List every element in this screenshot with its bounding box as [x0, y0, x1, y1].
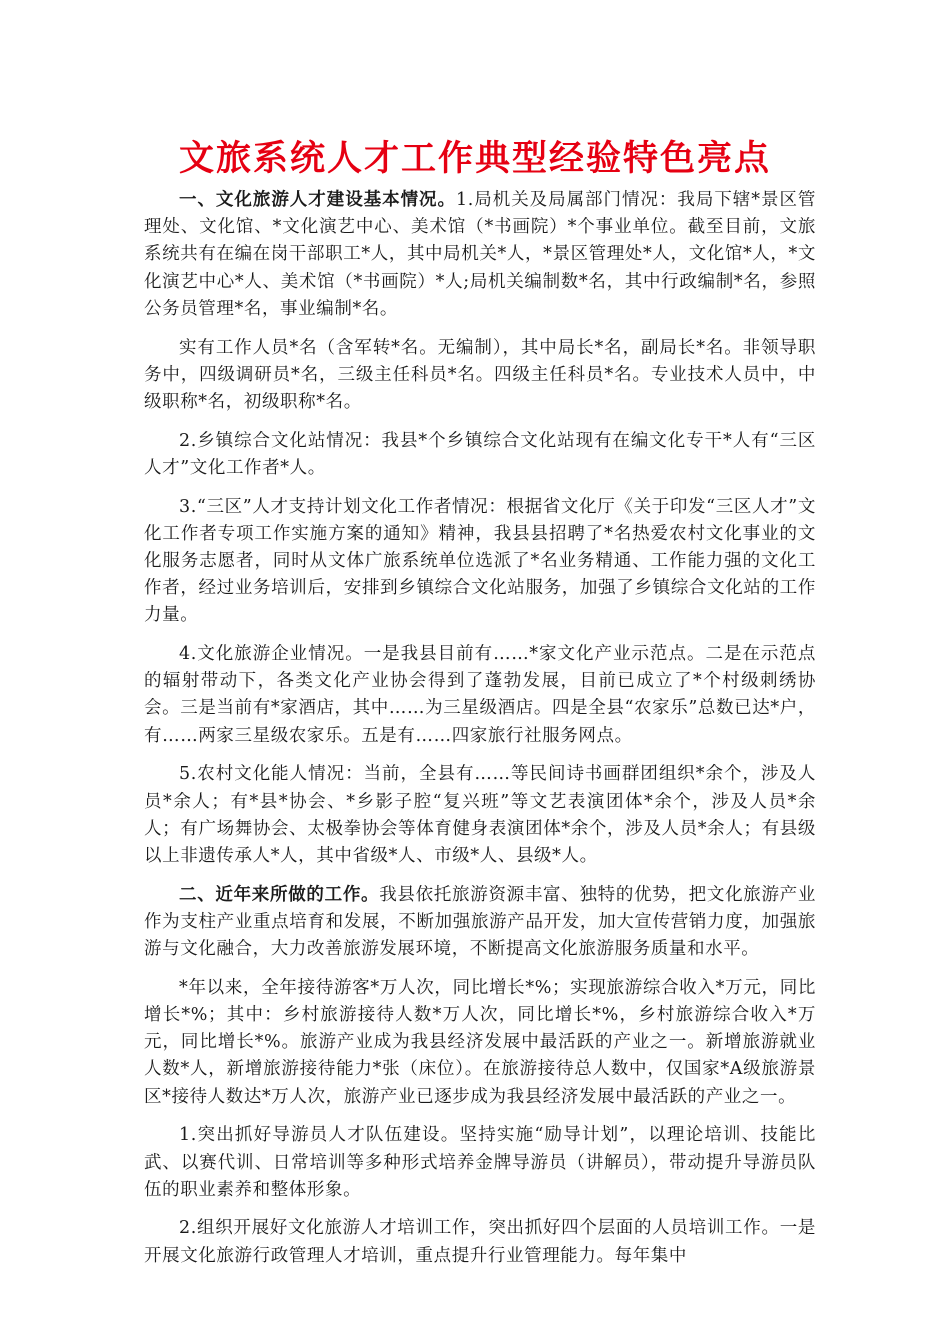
paragraph-text: 3.“三区”人才支持计划文化工作者情况：根据省文化厅《关于印发“三区人才”文化工作者专项工作实施方案的通知》精神，我县县招聘了*名热爱农村文化事业的文化服务志愿者，同时从文体广旅系统单位选派了*名业务精通、工作能力强的文化工作者，经过业务培训后，安排到乡镇综合文化站服务，加强了乡镇综合文化站的工作力量。 [144, 496, 816, 626]
paragraph [144, 494, 816, 630]
paragraph [144, 975, 816, 1111]
paragraph [144, 882, 816, 964]
section-heading: 二、近年来所做的工作。 [179, 884, 380, 905]
section-heading: 一、文化旅游人才建设基本情况。 [179, 190, 456, 210]
paragraph-text: 我县依托旅游资源丰富、独特的优势，把文化旅游产业作为支柱产业重点培育和发展，不断加强旅游产品开发，加大宣传营销力度，加强旅游与文化融合，大力改善旅游发展环境，不断提高文化旅游服务质量和水平。 [144, 884, 816, 960]
paragraph [144, 187, 816, 323]
document-title: 文旅系统人才工作典型经验特色亮点 [178, 138, 771, 179]
paragraph-text: *年以来，全年接待游客*万人次，同比增长*%；实现旅游综合收入*万元，同比增长*%；其中：乡村旅游接待人数*万人次，同比增长*%，乡村旅游综合收入*万元，同比增长*%。旅游产业成为我县经济发展中最活跃的产业之一。新增旅游就业人数*人，新增旅游接待能力*张（床位）。在旅游接待总人数中，仅国家*A级旅游景区*接待人数达*万人次，旅游产业已逐步成为我县经济发展中最活跃的产业之一。 [144, 977, 816, 1107]
paragraph-text: 2.乡镇综合文化站情况：我县*个乡镇综合文化站现有在编文化专干*人有“三区人才”文化工作者*人。 [144, 430, 816, 478]
paragraph-text: 4.文化旅游企业情况。一是我县目前有……*家文化产业示范点。二是在示范点的辐射带动下，各类文化产业协会得到了蓬勃发展，目前已成立了*个村级刺绣协会。三是当前有*家酒店，其中……为三星级酒店。四是全县“农家乐”总数已达*户，有……两家三星级农家乐。五是有……四家旅行社服务网点。 [144, 644, 816, 746]
paragraph [144, 761, 816, 870]
paragraph-text: 1.突出抓好导游员人才队伍建设。坚持实施“励导计划”，以理论培训、技能比武、以赛代训、日常培训等多种形式培养金牌导游员（讲解员），带动提升导游员队伍的职业素养和整体形象。 [144, 1125, 816, 1200]
paragraph [144, 1215, 816, 1269]
paragraph-text: 实有工作人员*名（含军转*名。无编制），其中局长*名，副局长*名。非领导职务中，四级调研员*名，三级主任科员*名。四级主任科员*名。专业技术人员中，中级职称*名，初级职称*名。 [144, 337, 816, 412]
paragraph [144, 1122, 816, 1204]
paragraph-text: 1.局机关及局属部门情况：我局下辖*景区管理处、文化馆、*文化演艺中心、美术馆（*书画院）*个事业单位。截至目前，文旅系统共有在编在岗干部职工*人，其中局机关*人，*景区管理处*人，文化馆*人，*文化演艺中心*人、美术馆（*书画院）*人;局机关编制数*名，其中行政编制*名，参照公务员管理*名，事业编制*名。 [144, 190, 817, 319]
paragraph [144, 641, 816, 750]
paragraph-text: 2.组织开展好文化旅游人才培训工作，突出抓好四个层面的人员培训工作。一是开展文化旅游行政管理人才培训，重点提升行业管理能力。每年集中 [144, 1218, 816, 1266]
paragraph-text: 5.农村文化能人情况：当前，全县有……等民间诗书画群团组织*余个，涉及人员*余人；有*县*协会、*乡影子腔“复兴班”等文艺表演团体*余个，涉及人员*余人；有广场舞协会、太极拳协会等体育健身表演团体*余个，涉及人员*余人；有县级以上非遗传承人*人，其中省级*人、市级*人、县级*人。 [144, 764, 816, 866]
paragraph [144, 428, 816, 482]
document-body [144, 187, 816, 1281]
paragraph [144, 335, 816, 417]
